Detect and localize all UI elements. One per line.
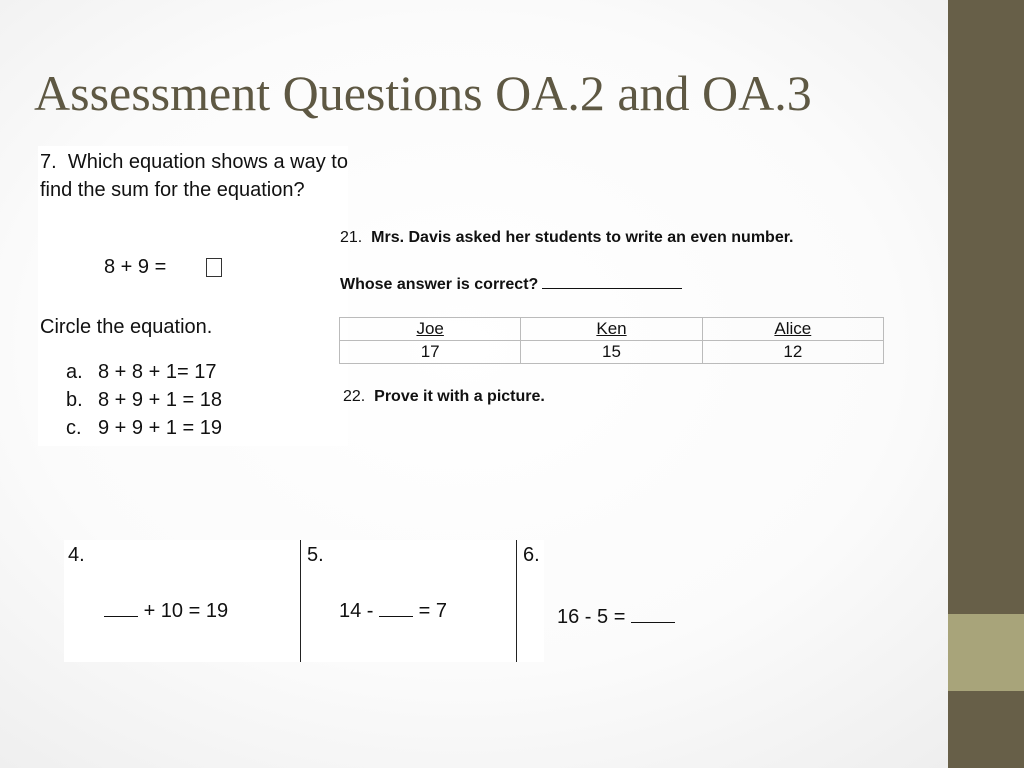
option-letter: a. <box>66 361 83 383</box>
problem-expression <box>104 600 228 623</box>
question-21-number: 21. <box>340 229 363 246</box>
table-header <box>521 318 702 341</box>
problem-expression <box>339 600 447 623</box>
answer-blank <box>631 606 675 623</box>
question-7-instruction: Circle the equation. <box>40 316 213 338</box>
table-header-row <box>340 318 884 341</box>
option-c <box>66 414 222 442</box>
table-cell: 17 <box>340 341 521 364</box>
table-cell: 12 <box>702 341 883 364</box>
option-b <box>66 386 222 414</box>
table-header <box>340 318 521 341</box>
question-21-panel <box>338 224 898 414</box>
answer-box <box>206 258 222 277</box>
question-22 <box>343 388 545 406</box>
student-name: Ken <box>596 319 627 338</box>
bottom-problems <box>64 540 626 662</box>
question-21-prompt-line <box>340 274 682 294</box>
problem-6 <box>516 540 697 662</box>
problem-5 <box>300 540 517 662</box>
problem-4 <box>64 540 300 662</box>
question-22-text: Prove it with a picture. <box>374 388 545 405</box>
problem-number: 5. <box>307 544 324 566</box>
question-7-panel <box>38 146 348 446</box>
expression-part: 14 - <box>339 600 374 622</box>
option-text: 8 + 8 + 1= 17 <box>98 361 217 383</box>
question-7-equation: 8 + 9 = <box>104 256 167 278</box>
student-name: Joe <box>416 319 444 338</box>
option-text: 8 + 9 + 1 = 18 <box>98 389 222 411</box>
option-letter: c. <box>66 417 82 439</box>
option-a <box>66 358 222 386</box>
question-7-number: 7. <box>40 151 57 173</box>
student-answers-table <box>339 317 884 364</box>
expression-part: 16 - 5 = <box>557 606 626 628</box>
question-22-number: 22. <box>343 388 366 405</box>
expression-part: + 10 = 19 <box>143 600 229 622</box>
answer-blank <box>104 600 138 617</box>
question-21-text: Mrs. Davis asked her students to write an even number. <box>371 229 794 246</box>
problem-expression <box>557 606 675 629</box>
student-name: Alice <box>774 319 812 338</box>
option-text: 9 + 9 + 1 = 19 <box>98 417 222 439</box>
question-7-prompt <box>40 148 348 204</box>
table-cell: 15 <box>521 341 702 364</box>
problem-number: 6. <box>523 544 540 566</box>
expression-part: = 7 <box>418 600 447 622</box>
question-7-text: Which equation shows a way to find the sum for the equation? <box>40 151 348 201</box>
answer-blank <box>379 600 413 617</box>
table-row <box>340 341 884 364</box>
table-header <box>702 318 883 341</box>
question-21-line <box>340 229 794 247</box>
question-7-options <box>66 358 222 442</box>
sidebar-accent-block <box>948 614 1024 691</box>
problem-number: 4. <box>68 544 85 566</box>
question-21-prompt: Whose answer is correct? <box>340 276 539 293</box>
option-letter: b. <box>66 389 83 411</box>
answer-blank <box>542 274 682 289</box>
slide-title: Assessment Questions OA.2 and OA.3 <box>34 65 812 121</box>
